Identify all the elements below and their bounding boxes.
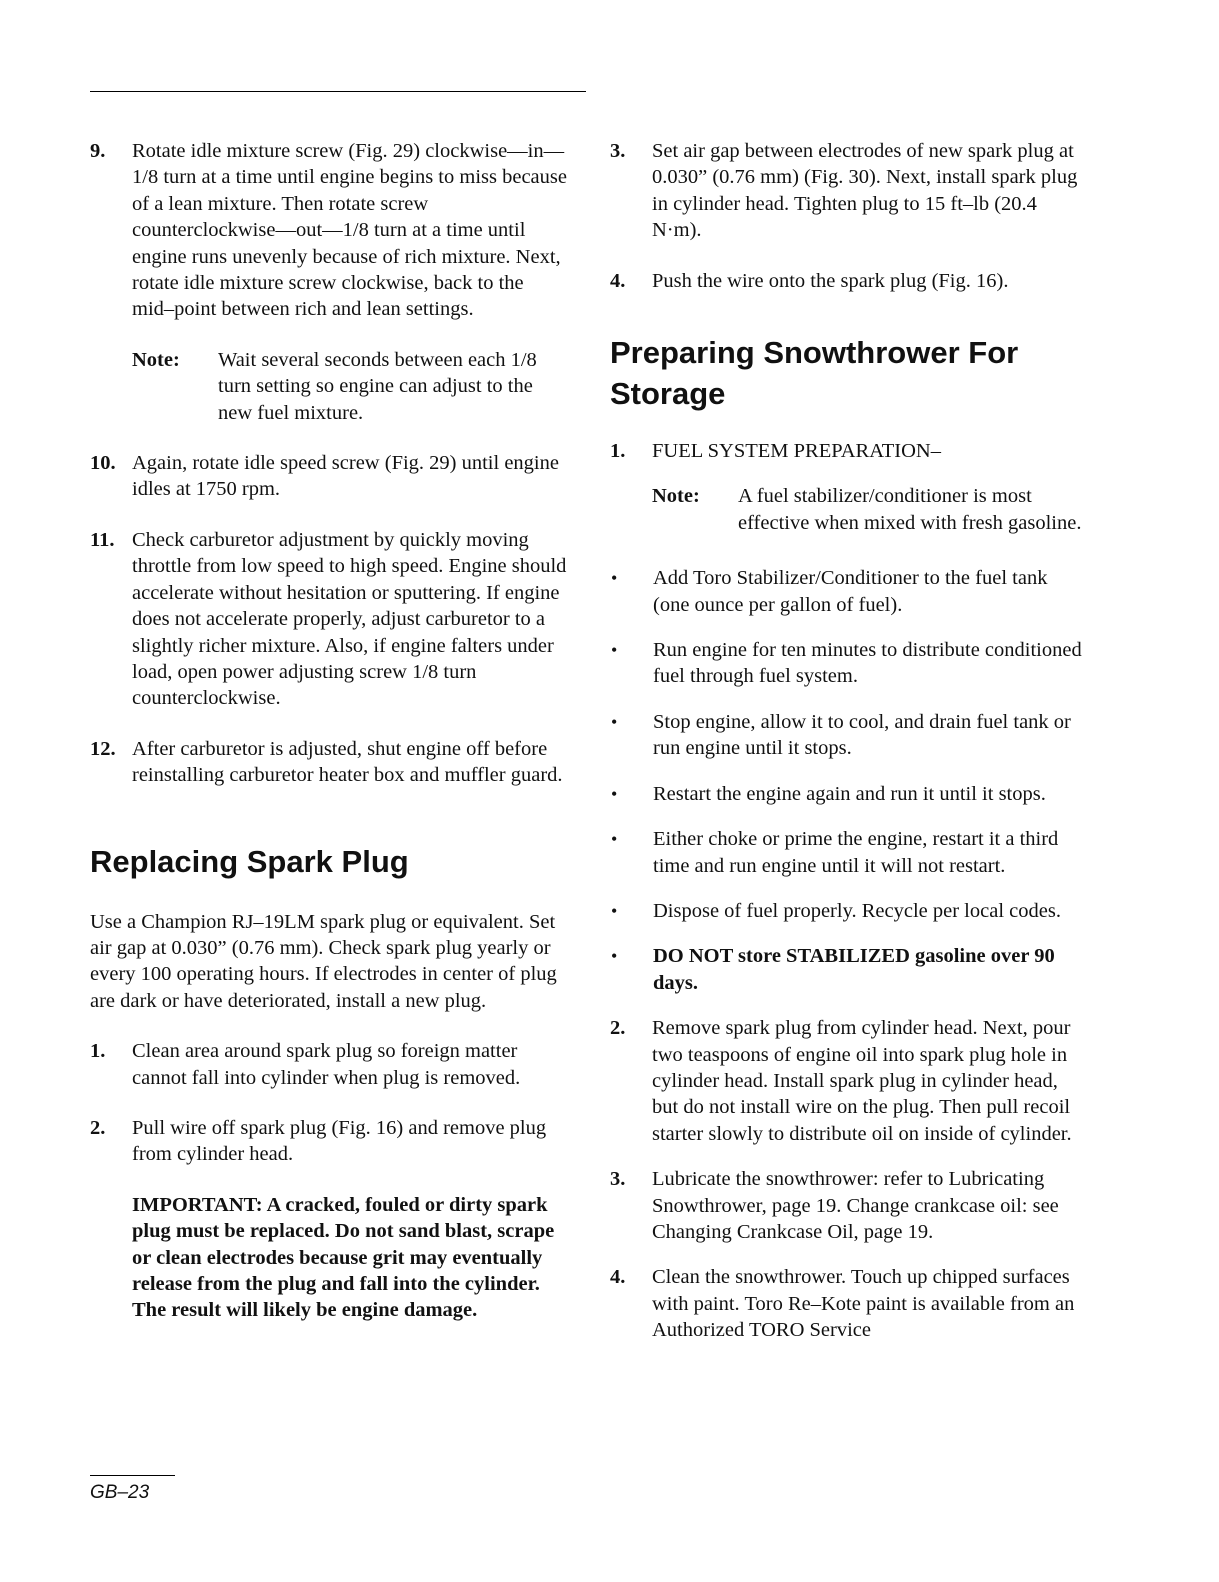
bullet-icon: • bbox=[611, 946, 618, 967]
bullet-text: Either choke or prime the engine, restart it a third time and run engine until it will not restart. bbox=[653, 828, 1059, 877]
step-text: Again, rotate idle speed screw (Fig. 29) until engine idles at 1750 rpm. bbox=[132, 452, 559, 501]
bullet-text: Dispose of fuel properly. Recycle per local codes. bbox=[653, 899, 1061, 922]
step-text: Check carburetor adjustment by quickly moving throttle from low speed to high speed. Engine should accelerate without hesitation or sputtering. If engine does not accelerate properly, adjust carburetor to a slightly richer mixture. Also, if engine falters under load, open power adjusting screw 1/8 turn counterclockwise. bbox=[132, 528, 567, 710]
list-item bbox=[610, 1015, 1088, 1147]
step-number: 10. bbox=[90, 452, 116, 475]
important-warning: IMPORTANT: A cracked, fouled or dirty spark plug must be replaced. Do not sand blast, scrape or clean electrodes because grit may eventually release from the plug and fall into the cylinder. The result will likely be engine damage. bbox=[132, 1193, 555, 1322]
step-number: 1. bbox=[610, 440, 626, 463]
step-number: 11. bbox=[90, 528, 115, 551]
list-item bbox=[610, 1166, 1088, 1245]
bullet-item bbox=[610, 637, 1088, 690]
step-text: Clean the snowthrower. Touch up chipped surfaces with paint. Toro Re–Kote paint is available from an Authorized TORO Service bbox=[652, 1266, 1075, 1342]
bullet-icon: • bbox=[611, 711, 618, 732]
top-rule bbox=[90, 91, 586, 92]
list-item bbox=[610, 268, 1088, 294]
step-number: 9. bbox=[90, 140, 106, 162]
step-text: After carburetor is adjusted, shut engine off before reinstalling carburetor heater box and muffler guard. bbox=[132, 737, 563, 787]
step-text: Set air gap between electrodes of new spark plug at 0.030” (0.76 mm) (Fig. 30). Next, install spark plug in cylinder head. Tighten plug to 15 ft–lb (20.4 N·m). bbox=[652, 140, 1078, 242]
bullet-icon: • bbox=[611, 900, 618, 921]
list-item bbox=[90, 1038, 568, 1091]
list-item bbox=[90, 138, 568, 323]
bullet-text: Run engine for ten minutes to distribute conditioned fuel through fuel system. bbox=[653, 639, 1082, 688]
step-text: Remove spark plug from cylinder head. Next, pour two teaspoons of engine oil into spark plug hole in cylinder head. Install spark plug in cylinder head, but do not install wire on the plug. Then pull recoil starter slowly to distribute oil on inside of cylinder. bbox=[652, 1017, 1072, 1145]
bullet-text: Add Toro Stabilizer/Conditioner to the fuel tank (one ounce per gallon of fuel). bbox=[653, 567, 1048, 616]
bullet-item bbox=[610, 565, 1088, 618]
step-number: 4. bbox=[610, 1266, 626, 1289]
intro-paragraph: Use a Champion RJ–19LM spark plug or equivalent. Set air gap at 0.030” (0.76 mm). Check spark plug yearly or every 100 operating hours. If electrodes in center of plug are dark or have deteriorated, install a new plug. bbox=[90, 910, 557, 1012]
list-item bbox=[90, 450, 568, 503]
step-text: Push the wire onto the spark plug (Fig. 16). bbox=[652, 269, 1009, 292]
step-text: Clean area around spark plug so foreign matter cannot fall into cylinder when plug is removed. bbox=[132, 1040, 521, 1089]
note bbox=[132, 347, 568, 426]
step-text: Rotate idle mixture screw (Fig. 29) clockwise—in—1/8 turn at a time until engine begins to miss because of a lean mixture. Then rotate screw counterclockwise—out—1/8 turn at a time until engine runs unevenly because of rich mixture. Next, rotate idle mixture screw clockwise, back to the mid–point between rich and lean settings. bbox=[132, 140, 567, 321]
bullet-text: Restart the engine again and run it until it stops. bbox=[653, 782, 1046, 805]
list-item bbox=[610, 138, 1088, 244]
step-text: Lubricate the snowthrower: refer to Lubricating Snowthrower, page 19. Change crankcase oil: see Changing Crankcase Oil, page 19. bbox=[652, 1168, 1059, 1243]
bullet-icon: • bbox=[611, 829, 618, 850]
step-number: 4. bbox=[610, 269, 626, 292]
bullet-item bbox=[610, 826, 1088, 879]
bullet-icon: • bbox=[611, 640, 618, 661]
step-number: 3. bbox=[610, 1168, 626, 1191]
note-label: Note: bbox=[652, 485, 700, 508]
note-text: Wait several seconds between each 1/8 turn setting so engine can adjust to the new fuel mixture. bbox=[218, 348, 537, 424]
note bbox=[652, 483, 1088, 536]
list-item bbox=[610, 438, 1088, 464]
bullet-item bbox=[610, 943, 1088, 996]
bullet-text: Stop engine, allow it to cool, and drain fuel tank or run engine until it stops. bbox=[653, 710, 1071, 760]
note-label: Note: bbox=[132, 348, 180, 371]
list-item bbox=[610, 1264, 1088, 1343]
right-column bbox=[610, 138, 1088, 1344]
left-column bbox=[90, 138, 568, 1324]
step-number: 3. bbox=[610, 140, 626, 162]
note-text: A fuel stabilizer/conditioner is most effective when mixed with fresh gasoline. bbox=[738, 485, 1082, 534]
list-item bbox=[90, 736, 568, 789]
bullet-text-bold: DO NOT store STABILIZED gasoline over 90 days. bbox=[653, 945, 1055, 994]
bullet-item bbox=[610, 709, 1088, 762]
bullet-icon: • bbox=[611, 568, 618, 589]
step-text: FUEL SYSTEM PREPARATION– bbox=[652, 440, 941, 463]
step-number: 2. bbox=[90, 1116, 106, 1139]
step-text: Pull wire off spark plug (Fig. 16) and remove plug from cylinder head. bbox=[132, 1116, 547, 1166]
section-heading: Replacing Spark Plug bbox=[90, 843, 409, 879]
bullet-icon: • bbox=[611, 783, 618, 804]
step-number: 1. bbox=[90, 1040, 106, 1063]
step-number: 12. bbox=[90, 737, 116, 760]
list-item bbox=[90, 527, 568, 712]
bullet-item bbox=[610, 898, 1088, 924]
bullet-item bbox=[610, 781, 1088, 807]
footer-rule bbox=[90, 1475, 175, 1476]
step-number: 2. bbox=[610, 1017, 626, 1040]
page-number: GB–23 bbox=[90, 1482, 150, 1503]
list-item bbox=[90, 1115, 568, 1168]
section-heading: Preparing Snowthrower For Storage bbox=[610, 335, 1019, 412]
